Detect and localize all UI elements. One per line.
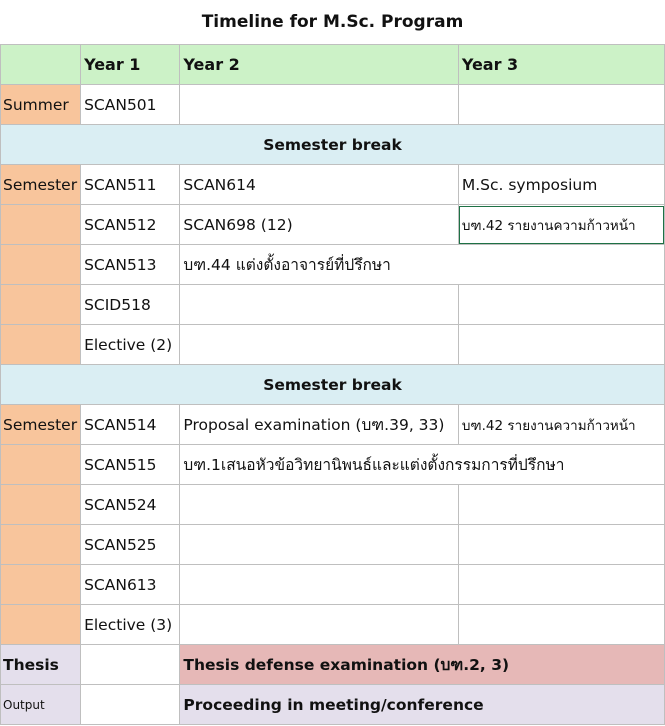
cell-thesis-y1[interactable] [81, 645, 180, 685]
header-cell-blank[interactable] [1, 45, 81, 85]
cell-s1r1-y3[interactable]: M.Sc. symposium [458, 165, 664, 205]
cell-s2r1-y1[interactable]: SCAN514 [81, 405, 180, 445]
cell-s1r2-y3-selected[interactable]: บฑ.42 รายงานความก้าวหน้า [458, 205, 664, 245]
row-label-semester-1[interactable]: Semester [1, 165, 81, 205]
cell-s1r5-y2[interactable] [180, 325, 458, 365]
semester-break-1[interactable]: Semester break [1, 125, 665, 165]
cell-s1r5-y3[interactable] [458, 325, 664, 365]
row-label-thesis[interactable]: Thesis [1, 645, 81, 685]
cell-s1r3-y2[interactable]: บฑ.44 แต่งตั้งอาจารย์ที่ปรึกษา [180, 245, 665, 285]
summer-row [1, 85, 665, 125]
break-row [1, 125, 665, 165]
cell-s2r1-y3[interactable]: บฑ.42 รายงานความก้าวหน้า [458, 405, 664, 445]
row-label-blank[interactable] [1, 565, 81, 605]
cell-s2r5-y3[interactable] [458, 565, 664, 605]
row-label-blank[interactable] [1, 325, 81, 365]
cell-s2r3-y2[interactable] [180, 485, 458, 525]
cell-output-y1[interactable] [81, 685, 180, 725]
cell-summer-y2[interactable] [180, 85, 458, 125]
row-label-blank[interactable] [1, 605, 81, 645]
cell-s2r4-y2[interactable] [180, 525, 458, 565]
header-row [1, 45, 665, 85]
cell-output-proceeding[interactable]: Proceeding in meeting/conference [180, 685, 665, 725]
cell-s2r1-y2[interactable]: Proposal examination (บฑ.39, 33) [180, 405, 458, 445]
cell-summer-y3[interactable] [458, 85, 664, 125]
table-row [1, 205, 665, 245]
cell-s2r6-y3[interactable] [458, 605, 664, 645]
thesis-row [1, 645, 665, 685]
cell-thesis-defense[interactable]: Thesis defense examination (บฑ.2, 3) [180, 645, 665, 685]
cell-s2r5-y1[interactable]: SCAN613 [81, 565, 180, 605]
cell-s1r5-y1[interactable]: Elective (2) [81, 325, 180, 365]
table-row [1, 325, 665, 365]
cell-s1r3-y1[interactable]: SCAN513 [81, 245, 180, 285]
page-title[interactable]: Timeline for M.Sc. Program [1, 0, 665, 45]
header-year2[interactable]: Year 2 [180, 45, 458, 85]
cell-s1r4-y2[interactable] [180, 285, 458, 325]
cell-summer-y1[interactable]: SCAN501 [81, 85, 180, 125]
cell-s2r3-y3[interactable] [458, 485, 664, 525]
row-label-blank[interactable] [1, 205, 81, 245]
row-label-blank[interactable] [1, 245, 81, 285]
row-label-blank[interactable] [1, 525, 81, 565]
cell-s1r2-y2[interactable]: SCAN698 (12) [180, 205, 458, 245]
cell-s1r1-y2[interactable]: SCAN614 [180, 165, 458, 205]
row-label-summer[interactable]: Summer [1, 85, 81, 125]
cell-s2r4-y1[interactable]: SCAN525 [81, 525, 180, 565]
output-row [1, 685, 665, 725]
header-year1[interactable]: Year 1 [81, 45, 180, 85]
row-label-output[interactable]: Output [1, 685, 81, 725]
semester-break-2[interactable]: Semester break [1, 365, 665, 405]
table-row [1, 285, 665, 325]
cell-s1r4-y3[interactable] [458, 285, 664, 325]
title-row [1, 0, 665, 45]
cell-s2r5-y2[interactable] [180, 565, 458, 605]
row-label-semester-2[interactable]: Semester [1, 405, 81, 445]
cell-s2r2-y1[interactable]: SCAN515 [81, 445, 180, 485]
table-row [1, 445, 665, 485]
cell-s1r4-y1[interactable]: SCID518 [81, 285, 180, 325]
cell-s1r2-y1[interactable]: SCAN512 [81, 205, 180, 245]
table-row [1, 485, 665, 525]
table-row [1, 605, 665, 645]
table-row [1, 525, 665, 565]
table-row [1, 245, 665, 285]
cell-s2r2-y2[interactable]: บฑ.1เสนอหัวข้อวิทยานิพนธ์และแต่งตั้งกรรมการที่ปรึกษา [180, 445, 665, 485]
cell-s2r6-y1[interactable]: Elective (3) [81, 605, 180, 645]
break-row [1, 365, 665, 405]
cell-s1r1-y1[interactable]: SCAN511 [81, 165, 180, 205]
header-year3[interactable]: Year 3 [458, 45, 664, 85]
row-label-blank[interactable] [1, 445, 81, 485]
cell-s2r3-y1[interactable]: SCAN524 [81, 485, 180, 525]
cell-s2r4-y3[interactable] [458, 525, 664, 565]
table-row [1, 405, 665, 445]
row-label-blank[interactable] [1, 485, 81, 525]
table-row [1, 165, 665, 205]
cell-s2r6-y2[interactable] [180, 605, 458, 645]
row-label-blank[interactable] [1, 285, 81, 325]
table-row [1, 565, 665, 605]
